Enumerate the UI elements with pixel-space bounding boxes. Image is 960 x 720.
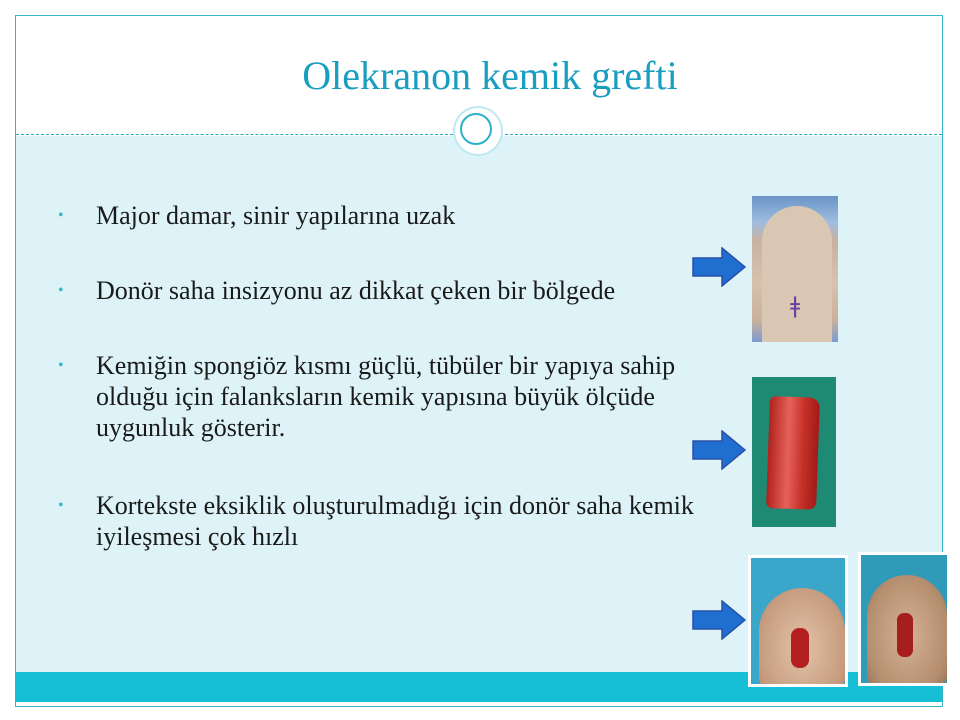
bullet-dot-icon: • [58, 207, 64, 224]
bullet-text: Kemiğin spongiöz kısmı güçlü, tübüler bir yapıya sahip olduğu için falanksların kemik yapısına büyük ölçüde uygunluk gösterir. [96, 351, 676, 442]
bullet-list [58, 200, 698, 552]
bullet-dot-icon: • [58, 497, 64, 514]
surgical-wound [791, 628, 809, 668]
donor-site-incision-photo [752, 196, 838, 342]
bullet-item [58, 275, 698, 306]
surgery-photo-1 [748, 555, 848, 687]
arrow-right-icon [692, 600, 746, 640]
surgery-photo-2 [858, 552, 950, 686]
bullet-text: Kortekste eksiklik oluşturulmadığı için donör saha kemik iyileşmesi çok hızlı [96, 491, 694, 551]
bullet-text: Major damar, sinir yapılarına uzak [96, 201, 456, 230]
divider-circle-ornament [455, 108, 501, 154]
bullet-item [58, 350, 698, 443]
bullet-text: Donör saha insizyonu az dikkat çeken bir bölgede [96, 276, 616, 305]
forearm-skin [762, 206, 832, 342]
bullet-item [58, 200, 698, 231]
bullet-dot-icon: • [58, 282, 64, 299]
bullet-dot-icon: • [58, 357, 64, 374]
arrow-right-icon [692, 247, 746, 287]
arrow-right-icon [692, 430, 746, 470]
incision-mark: ǂ [790, 294, 801, 319]
bullet-item [58, 490, 698, 552]
slide-title: Olekranon kemik grefti [302, 53, 678, 98]
surgical-wound [897, 613, 913, 657]
harvested-bone-graft [766, 396, 820, 510]
bone-graft-photo [752, 377, 836, 527]
